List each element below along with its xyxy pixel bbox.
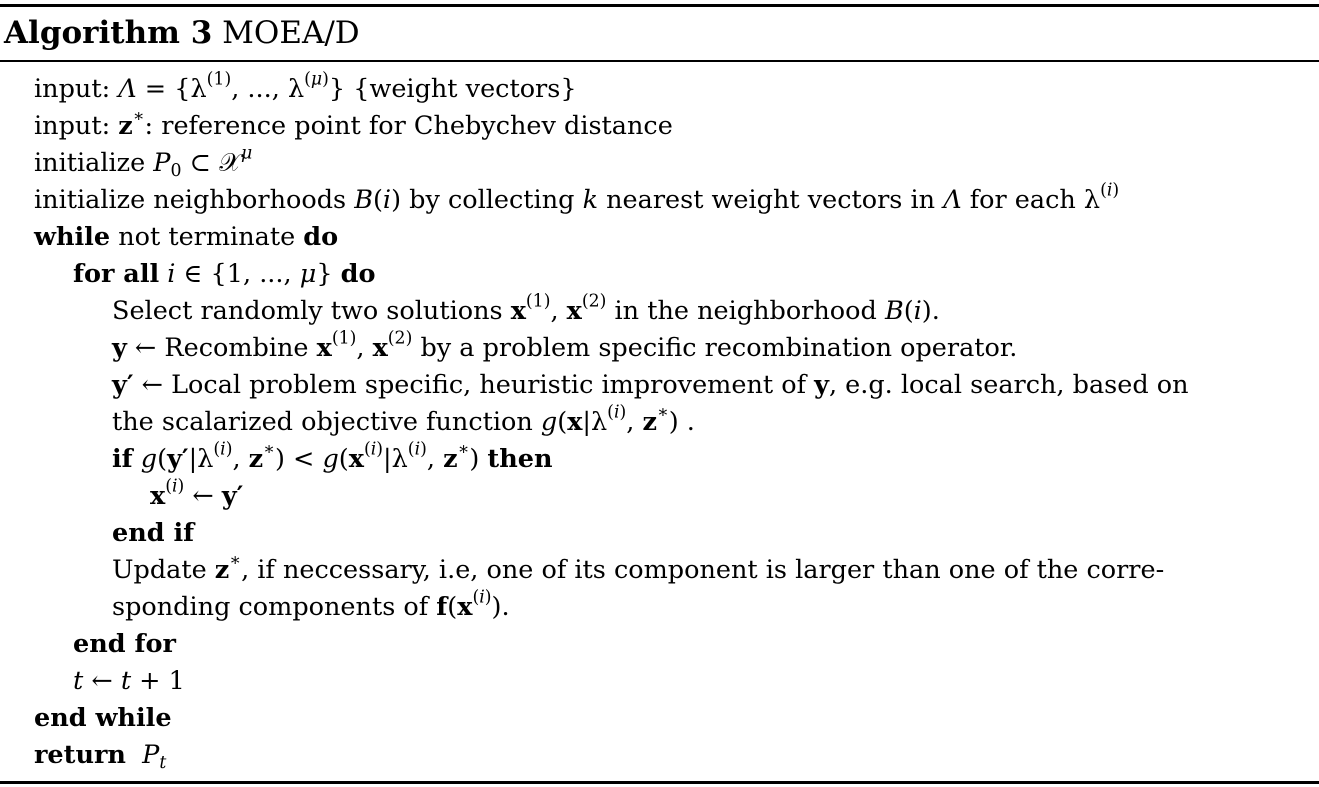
- algorithm-title: MOEA/D: [222, 15, 360, 51]
- line-scalarized: the scalarized objective function $g(x|\lambda^{(i)}$, z∗) .: [112, 402, 695, 437]
- line-assign: $x^{(i)}$ ← y′: [150, 476, 244, 511]
- line-input-reference: input: z∗: reference point for Chebychev distance: [34, 106, 673, 141]
- algorithm-label: Algorithm 3: [4, 15, 213, 51]
- line-initialize-neighborhoods: initialize neighborhoods B(i) by collecting k nearest weight vectors in Λ for each $\lambda^{(i)}$: [34, 180, 1120, 215]
- line-for-all: for all i ∈ {1, ..., μ} do: [73, 259, 376, 289]
- line-if: if $g(y'|\lambda^{(i)}$, $z^∗) < g(x^{(i)}|\lambda^{(i)}$, z∗) then: [112, 439, 553, 474]
- line-update-cont: sponding components of $f(x^{(i)})$.: [112, 587, 510, 622]
- line-local-improvement: y′ ← Local problem specific, heuristic improvement of y, e.g. local search, based on: [112, 370, 1189, 400]
- line-initialize-population: initialize $P_0$ ⊂ 𝒳$^\mu$: [34, 143, 253, 182]
- line-update: Update z∗, if neccessary, i.e, one of its component is larger than one of the corre-: [112, 550, 1165, 585]
- bottom-rule: [0, 781, 1319, 784]
- line-increment: t ← t + 1: [73, 666, 185, 696]
- line-select: Select randomly two solutions $x^{(1)}$, $x^{(2)}$ in the neighborhood B(i).: [112, 291, 940, 326]
- line-while: while not terminate do: [34, 222, 339, 252]
- caption-rule: [0, 60, 1319, 62]
- line-input-weights: input: $\Lambda = \{\lambda^{(1)}$, ..., $\lambda^{(\mu)}$} {weight vectors}: [34, 69, 577, 104]
- top-rule: [0, 4, 1319, 7]
- line-recombine: y ← Recombine $x^{(1)}$, $x^{(2)}$ by a problem specific recombination operator.: [112, 328, 1018, 363]
- line-return: return $P_t$: [34, 740, 167, 774]
- algorithm-caption: [4, 14, 360, 52]
- line-end-if: end if: [112, 518, 195, 548]
- line-end-while: end while: [34, 703, 172, 733]
- line-end-for: end for: [73, 629, 176, 659]
